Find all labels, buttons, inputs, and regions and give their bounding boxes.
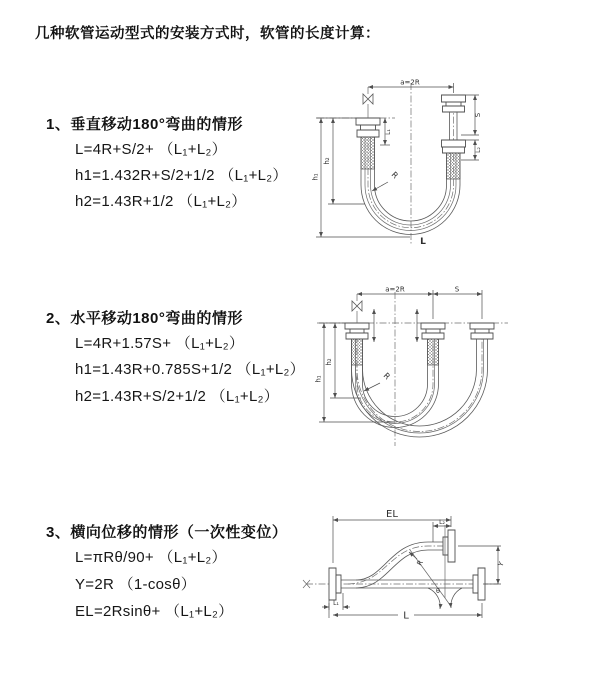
radius-leader [364,383,380,391]
braid-section [447,153,461,179]
fitting-nut [442,140,466,147]
braid-section [352,339,363,365]
dim-label-l2: L₂ [439,519,445,526]
braid-section [428,339,439,365]
section-3-formula-EL: EL=2Rsinθ+ （L₁+L₂） [75,603,234,620]
radius-label: R [381,371,392,382]
dim-label-h2: h₂ [323,157,331,165]
fitting-nut [421,323,445,329]
fitting-neck [350,329,364,333]
dim-label-y: Y [496,560,506,568]
dim-label-h1: h₁ [311,173,320,181]
section-3-formula-Y: Y=2R （1-cosθ） [75,576,197,593]
dim-ext [433,290,482,319]
fitting-neck [446,102,461,106]
fitting-nut [356,118,380,125]
dim-label-a2r: a=2R [385,285,405,294]
diagram-vertical-180 [313,77,528,249]
braid-section [361,137,375,169]
dim-label-l1: L₁ [385,129,392,135]
section-1-formula-h2: h2=1.43R+1/2 （L₁+L₂） [75,193,247,210]
fitting-nut [345,323,369,329]
hose-centerline [348,546,448,584]
dim-label-h2: h₂ [325,358,333,366]
flange-hub [336,575,341,593]
dim-label-el: EL [386,509,398,520]
section-1-heading: 1、垂直移动180°弯曲的情形 [46,116,243,133]
fitting-neck [426,329,440,333]
angle-arc [451,588,462,608]
flange [329,568,336,600]
fitting-nut [346,333,368,339]
section-2-formula-h2: h2=1.43R+S/2+1/2 （L₁+L₂） [75,388,280,405]
section-3-heading: 3、横向位移的情形（一次性变位） [46,524,288,541]
fitting-nut [422,333,444,339]
section-2-heading: 2、水平移动180°弯曲的情形 [46,310,243,327]
fitting-nut [470,323,494,329]
dim-label-s: S [454,285,460,294]
hose-wall [375,137,447,221]
fitting-neck [475,329,489,333]
flange-hub [443,537,448,555]
dim-label-a2r: a=2R [400,78,420,87]
page-title: 几种软管运动型式的安装方式时，软管的长度计算： [35,26,380,42]
section-2-formula-h1: h1=1.43R+0.785S+1/2 （L₁+L₂） [75,361,305,378]
fitting-nut [357,130,379,137]
dim-label-h1: h₁ [314,375,323,383]
section-1-formula-L: L=4R+S/2+ （L₁+L₂） [75,141,227,158]
section-1-formula-h1: h1=1.432R+S/2+1/2 （L₁+L₂） [75,167,288,184]
dim-label-l2: L₂ [475,147,482,153]
flange [448,530,455,562]
flange-hub [473,575,478,593]
valve-icon [363,94,373,104]
radius-label: R [415,558,425,568]
hose-wall [371,137,451,225]
radius-label: R [389,170,400,181]
dim-label-l: L [420,237,426,247]
fitting-nut [442,95,466,102]
valve-icon [352,301,362,311]
dim-label-s: S [474,112,482,118]
diagram-lateral-displacement [298,503,513,643]
fitting-nut [443,147,465,153]
fitting-neck [361,125,376,130]
diagram-horizontal-180 [313,284,598,452]
dim-label-l: L [403,610,409,622]
angle-label-theta: θ [436,587,440,595]
fitting-nut [471,333,493,339]
hose-wall [356,550,443,588]
section-2-formula-L: L=4R+1.57S+ （L₁+L₂） [75,335,245,352]
dim-label-l1: L₁ [333,600,339,607]
section-3-formula-L: L=πRθ/90+ （L₁+L₂） [75,549,227,566]
fitting-nut [443,106,465,112]
